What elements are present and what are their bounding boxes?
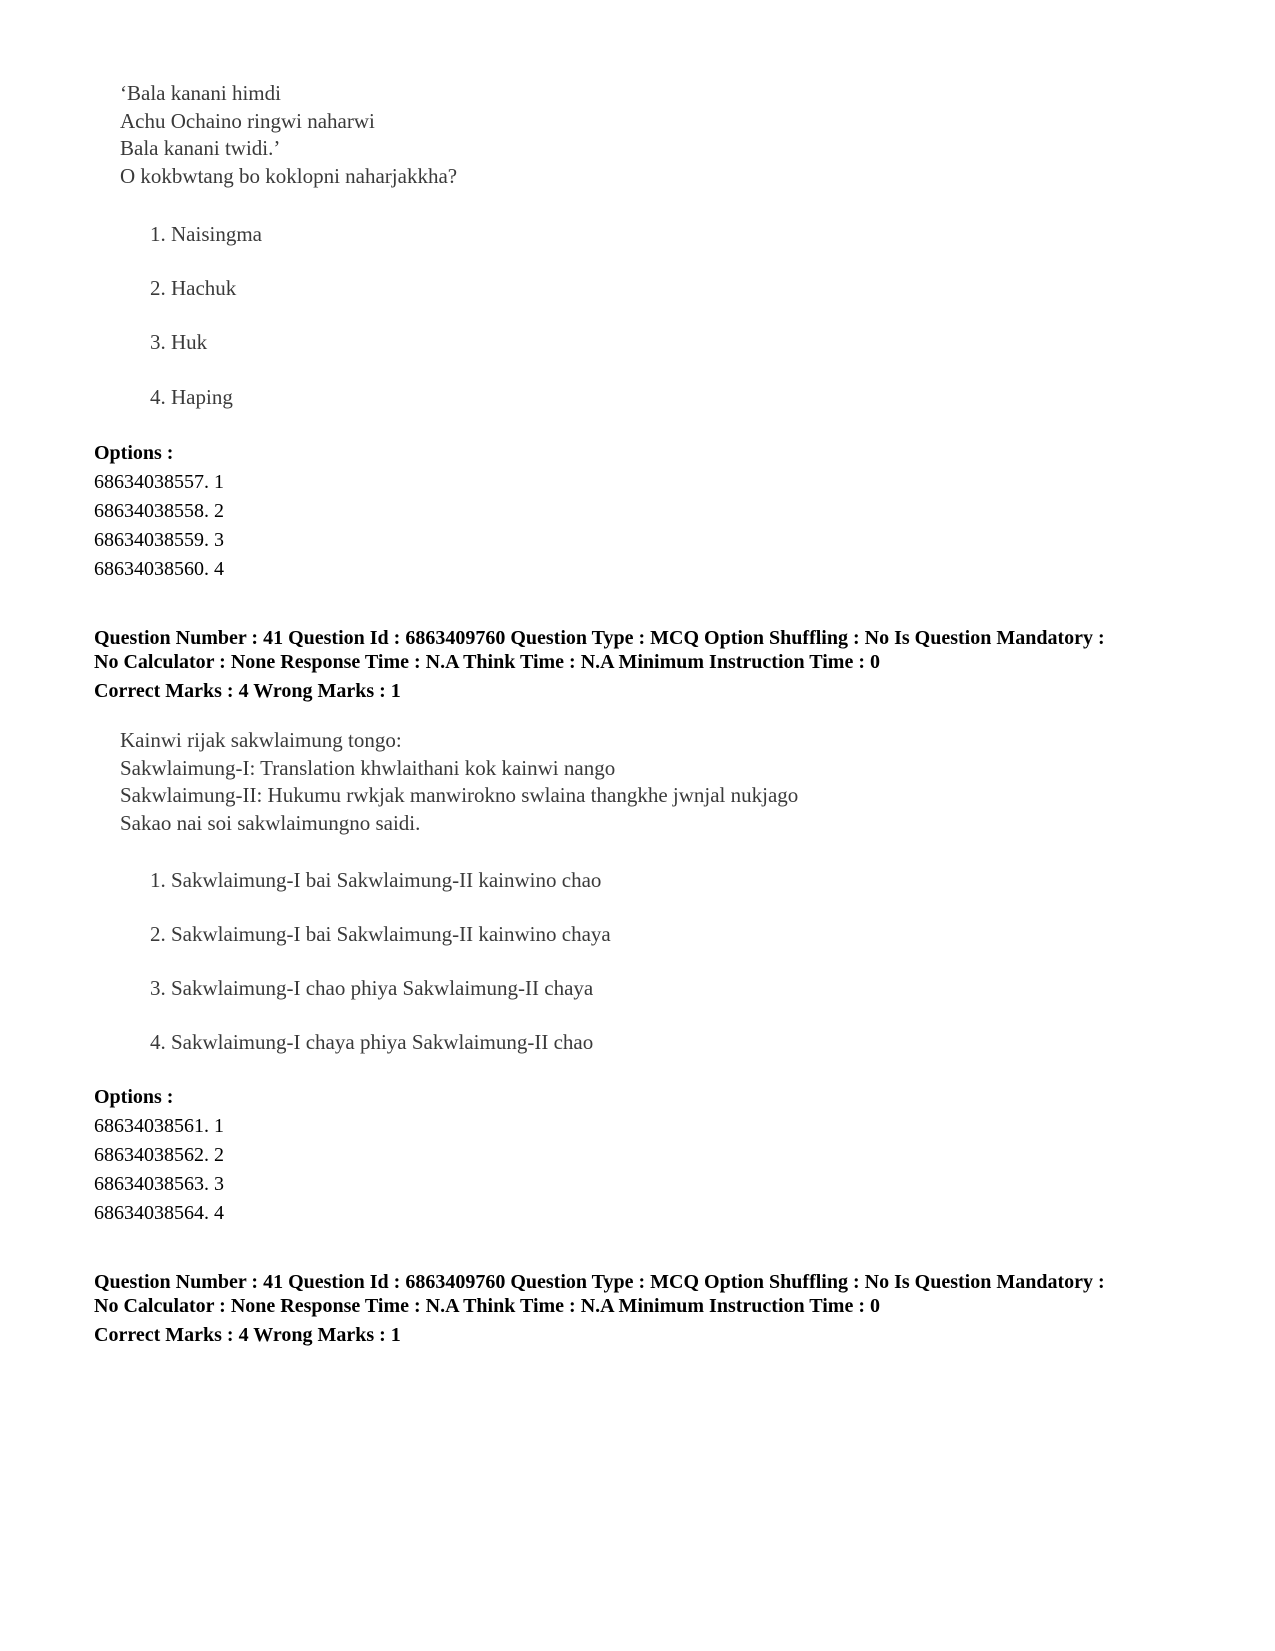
option-row: 68634038561. 1 bbox=[94, 1115, 224, 1137]
options-heading: Options : bbox=[94, 442, 174, 464]
choice-item: 2. Sakwlaimung-I bai Sakwlaimung-II kainwino chaya bbox=[150, 922, 611, 946]
stem-line: Sakwlaimung-II: Hukumu rwkjak manwirokno swlaina thangkhe jwnjal nukjago bbox=[120, 783, 799, 807]
choice-item: 1. Sakwlaimung-I bai Sakwlaimung-II kainwino chao bbox=[150, 868, 602, 892]
question-meta bbox=[94, 1270, 1224, 1318]
stem-line: Achu Ochaino ringwi naharwi bbox=[120, 108, 375, 133]
choice-item: 4. Sakwlaimung-I chaya phiya Sakwlaimung-II chao bbox=[150, 1030, 594, 1054]
meta-line: No Calculator : None Response Time : N.A Think Time : N.A Minimum Instruction Time : 0 bbox=[94, 651, 880, 673]
options-heading: Options : bbox=[94, 1086, 174, 1108]
stem-line: Sakao nai soi sakwlaimungno saidi. bbox=[120, 810, 421, 835]
option-row: 68634038563. 3 bbox=[94, 1173, 224, 1195]
marks-line: Correct Marks : 4 Wrong Marks : 1 bbox=[94, 680, 401, 702]
option-row: 68634038557. 1 bbox=[94, 471, 224, 493]
option-row: 68634038558. 2 bbox=[94, 500, 224, 522]
choice-item: 3. Sakwlaimung-I chao phiya Sakwlaimung-II chaya bbox=[150, 976, 594, 1000]
choice-item: 4. Haping bbox=[150, 385, 233, 409]
choice-item: 3. Huk bbox=[150, 330, 208, 354]
meta-line: Question Number : 41 Question Id : 6863409760 Question Type : MCQ Option Shuffling : No Is Question Mandatory : bbox=[94, 627, 1105, 649]
question-a-stem bbox=[120, 80, 457, 190]
stem-line: Sakwlaimung-I: Translation khwlaithani kok kainwi nango bbox=[120, 755, 616, 780]
question-marks bbox=[94, 1323, 1224, 1347]
stem-line: Bala kanani twidi.’ bbox=[120, 136, 281, 160]
option-row: 68634038559. 3 bbox=[94, 529, 224, 551]
option-row: 68634038564. 4 bbox=[94, 1202, 224, 1224]
marks-line: Correct Marks : 4 Wrong Marks : 1 bbox=[94, 1324, 401, 1346]
question-b-stem bbox=[120, 727, 798, 837]
stem-line: O kokbwtang bo koklopni naharjakkha? bbox=[120, 163, 458, 188]
option-row: 68634038560. 4 bbox=[94, 558, 224, 580]
option-row: 68634038562. 2 bbox=[94, 1144, 224, 1166]
stem-line: ‘Bala kanani himdi bbox=[120, 81, 281, 105]
question-meta bbox=[94, 626, 1224, 674]
meta-line: No Calculator : None Response Time : N.A Think Time : N.A Minimum Instruction Time : 0 bbox=[94, 1295, 880, 1317]
stem-line: Kainwi rijak sakwlaimung tongo: bbox=[120, 728, 402, 752]
choice-item: 2. Hachuk bbox=[150, 276, 237, 300]
choice-item: 1. Naisingma bbox=[150, 222, 262, 246]
question-marks bbox=[94, 679, 1224, 703]
meta-line: Question Number : 41 Question Id : 6863409760 Question Type : MCQ Option Shuffling : No Is Question Mandatory : bbox=[94, 1271, 1105, 1293]
